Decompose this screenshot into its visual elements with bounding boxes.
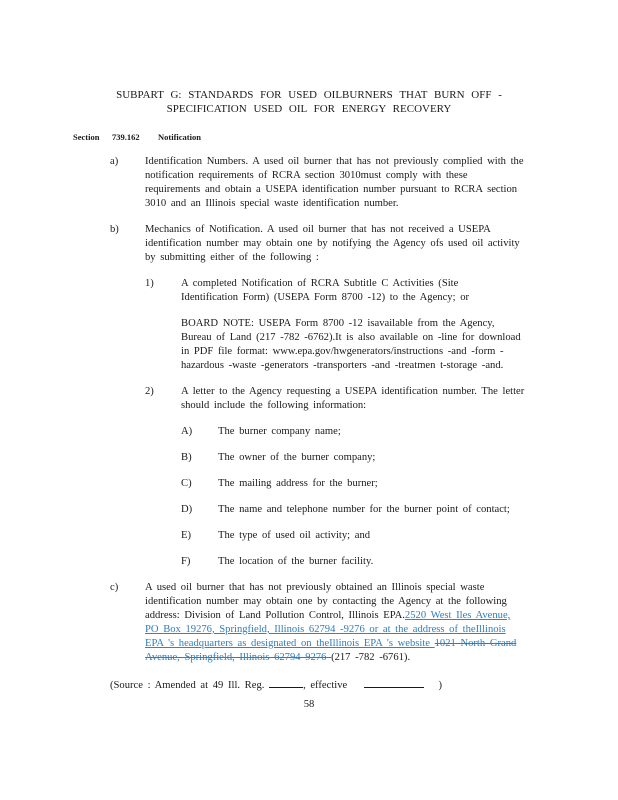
subitem-A-label: A) — [181, 426, 193, 437]
item-1-label: 1) — [145, 278, 154, 289]
subitem-E-label: E) — [181, 530, 191, 541]
board-note-line1: BOARD NOTE: USEPA Form 8700 -12 isavailable from the Agency, — [181, 318, 495, 329]
section-title: Notification — [158, 132, 201, 142]
deleted-address-line1: 1021 North Grand — [434, 638, 517, 649]
subsection-b-label: b) — [110, 224, 119, 235]
subpart-heading-line2: SPECIFICATION USED OIL FOR ENERGY RECOVERY — [166, 103, 452, 115]
subpart-heading-line1: SUBPART G: STANDARDS FOR USED OILBURNERS THAT BURN OFF - — [116, 89, 502, 101]
inserted-address-line3: EPA 's headquarters as designated on theIllinois EPA 's website — [145, 638, 435, 649]
subitem-C-label: C) — [181, 478, 192, 489]
subitem-D-text: The name and telephone number for the burner point of contact; — [218, 504, 510, 515]
subsection-a-line3: requirements and obtain a USEPA identification number pursuant to RCRA section — [145, 184, 518, 195]
register-page-blank — [269, 677, 303, 688]
subsection-b-line3: by submitting either of the following : — [145, 252, 319, 263]
source-mid: , effective — [303, 680, 348, 691]
subsection-c-line1: A used oil burner that has not previously obtained an Illinois special waste — [145, 582, 485, 593]
section-label: Section — [73, 132, 100, 142]
subitem-A-text: The burner company name; — [218, 426, 341, 437]
subsection-b-line2: identification number may obtain one by notifying the Agency ofs used oil activity — [145, 238, 520, 249]
deleted-address-line2: Avenue, Springfield, Illinois 62794 9276 — [145, 652, 332, 663]
item-2-label: 2) — [145, 386, 154, 397]
subsection-a-line4: 3010 and an Illinois special waste identification number. — [145, 198, 399, 209]
inserted-address-line2: PO Box 19276, Springfield, Illinois 62794 -9276 or at the address of theIllinois — [145, 624, 506, 635]
subitem-E-text: The type of used oil activity; and — [218, 530, 371, 541]
item-1-line1: A completed Notification of RCRA Subtitle C Activities (Site — [181, 278, 459, 289]
subitem-B-text: The owner of the burner company; — [218, 452, 376, 463]
page-number: 58 — [303, 699, 315, 710]
subsection-c-line3-text: address: Division of Land Pollution Control, Illinois EPA. — [145, 610, 405, 621]
source-suffix: ) — [438, 680, 443, 691]
board-note-line2: Bureau of Land (217 -782 -6762).It is also available on -line for download — [181, 332, 521, 343]
source-note — [110, 677, 442, 693]
subsection-c-line4 — [145, 623, 506, 637]
subitem-F-label: F) — [181, 556, 191, 567]
board-note-line4: hazardous -waste -generators -transporters -and -treatmen t-storage -and. — [181, 360, 504, 371]
subsection-a-line1: Identification Numbers. A used oil burner that has not previously complied with the — [145, 156, 524, 167]
item-2-line1: A letter to the Agency requesting a USEPA identification number. The letter — [181, 386, 525, 397]
item-2-line2: should include the following information: — [181, 400, 367, 411]
subsection-c-line2: identification number may obtain one by contacting the Agency at the following — [145, 596, 507, 607]
subsection-b-line1: Mechanics of Notification. A used oil burner that has not received a USEPA — [145, 224, 491, 235]
subsection-a-line2: notification requirements of RCRA section 3010must comply with these — [145, 170, 468, 181]
board-note-line3: in PDF file format: www.epa.gov/hwgenerators/instructions -and -form - — [181, 346, 504, 357]
subsection-c-line3 — [145, 609, 510, 623]
inserted-address-line1: 2520 West Iles Avenue, — [404, 610, 511, 621]
subsection-c-line5 — [145, 637, 516, 651]
source-prefix: (Source : Amended at 49 Ill. Reg. — [110, 680, 265, 691]
subsection-c-label: c) — [110, 582, 119, 593]
agency-phone: (217 -782 -6761). — [331, 652, 411, 663]
effective-date-blank — [364, 677, 424, 688]
item-1-line2: Identification Form) (USEPA Form 8700 -12) to the Agency; or — [181, 292, 470, 303]
subitem-B-label: B) — [181, 452, 192, 463]
section-number: 739.162 — [112, 132, 140, 142]
subitem-D-label: D) — [181, 504, 193, 515]
subsection-a-label: a) — [110, 156, 119, 167]
subitem-F-text: The location of the burner facility. — [218, 556, 374, 567]
subitem-C-text: The mailing address for the burner; — [218, 478, 378, 489]
subsection-c-line6 — [145, 651, 410, 665]
